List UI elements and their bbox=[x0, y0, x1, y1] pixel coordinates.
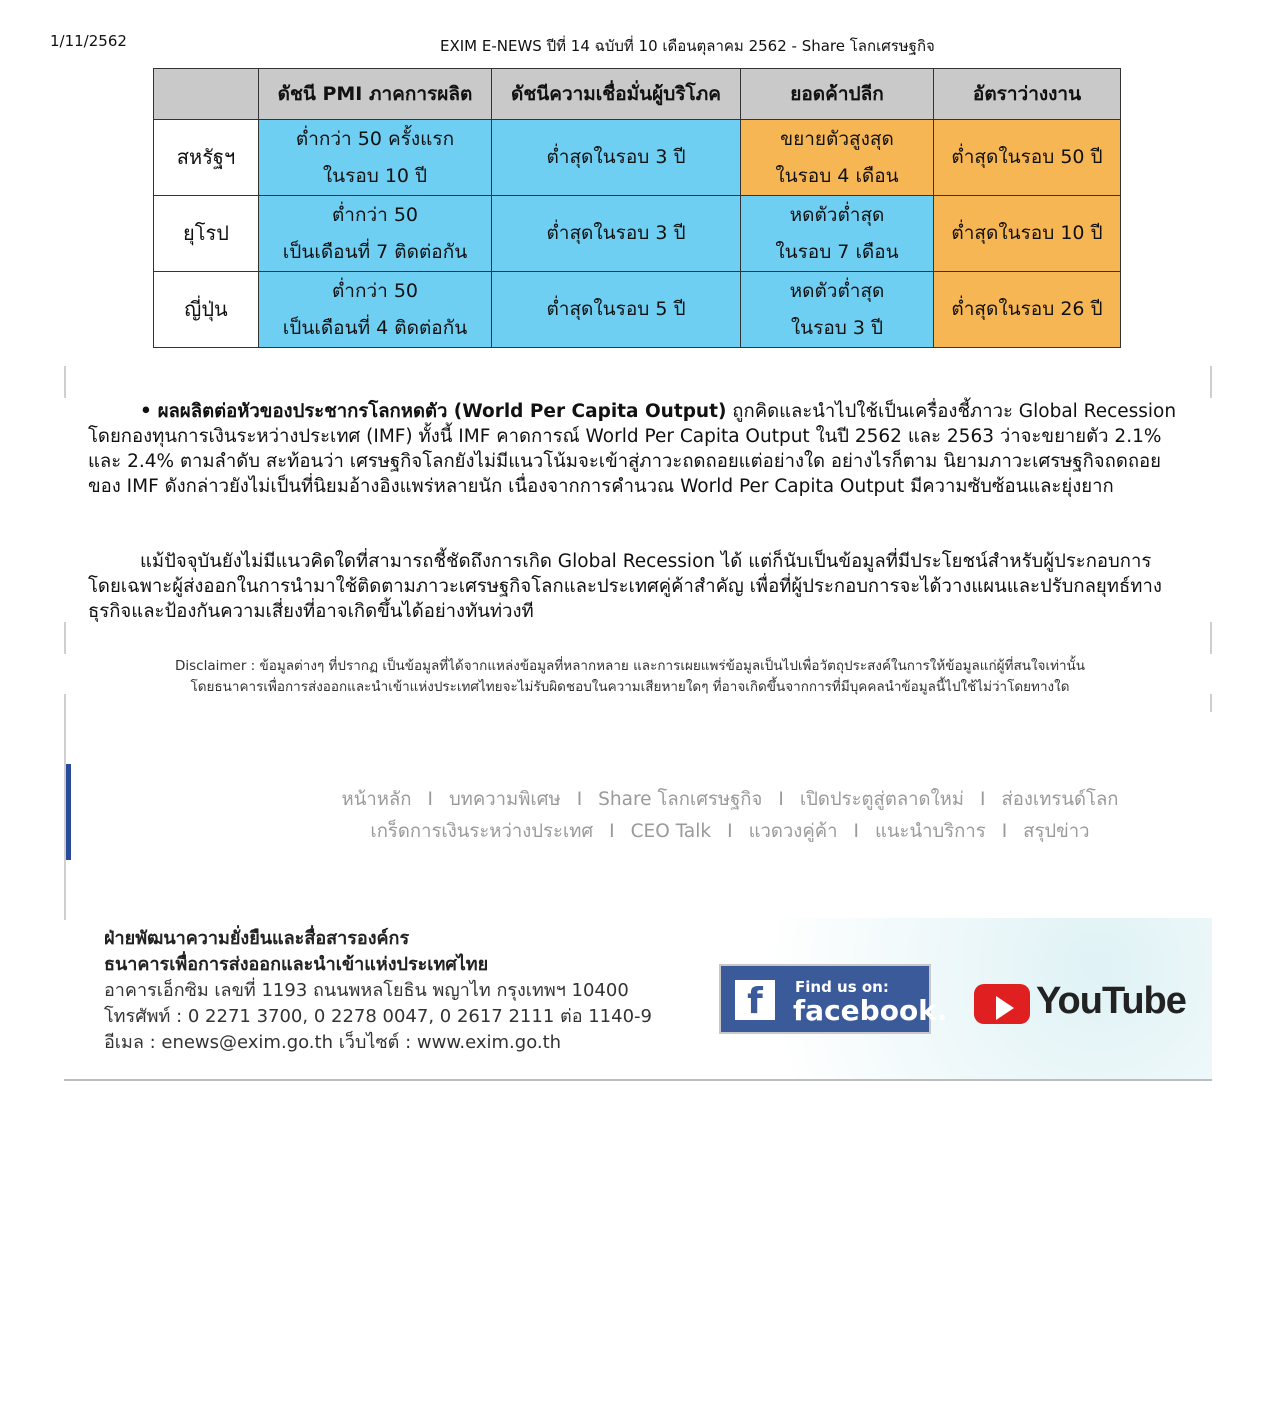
pmi-cell: ต่ำกว่า 50 เป็นเดือนที่ 4 ติดต่อกัน bbox=[259, 272, 492, 348]
retail-cell: หดตัวต่ำสุด ในรอบ 7 เดือน bbox=[741, 196, 934, 272]
confidence-cell: ต่ำสุดในรอบ 3 ปี bbox=[492, 196, 741, 272]
table-header-cell: ดัชนี PMI ภาคการผลิต bbox=[259, 69, 492, 120]
page-title: EXIM E-NEWS ปีที่ 14 ฉบับที่ 10 เดือนตุลาคม 2562 - Share โลกเศรษฐกิจ bbox=[440, 37, 935, 55]
email-website[interactable]: อีเมล : enews@exim.go.th เว็บไซต์ : www.exim.go.th bbox=[104, 1032, 562, 1053]
frame-line bbox=[1210, 622, 1212, 654]
nav-link-partners[interactable]: แวดวงคู่ค้า bbox=[748, 821, 838, 842]
region-cell: ยุโรป bbox=[154, 196, 259, 272]
table-header-cell bbox=[154, 69, 259, 120]
paragraph-body: ถูกคิดและนำไปใช้เป็นเครื่องชี้ภาวะ Global Recession โดยกองทุนการเงินระหว่างประเทศ (IMF) ทั้งนี้ IMF คาดการณ์ World Per Capita Output ในปี 2562 และ 2563 ว่าจะขยายตัว 2.1% และ 2.4% ตามลำดับ สะท้อนว่า เศรษฐกิจโลกยังไม่มีแนวโน้มจะเข้าสู่ภาวะถดถอยแต่อย่างใด อย่างไรก็ตาม นิยามภาวะเศรษฐกิจถดถอยของ IMF ดังกล่าวยังไม่เป็นที่นิยมอ้างอิงแพร่หลายนัก เนื่องจากการคำนวณ World Per Capita Output มีความซับซ้อนและยุ่งยาก bbox=[88, 401, 1177, 497]
accent-bar bbox=[66, 764, 71, 860]
table-header-cell: ยอดค้าปลีก bbox=[741, 69, 934, 120]
region-cell: สหรัฐฯ bbox=[154, 120, 259, 196]
table-row bbox=[154, 196, 1121, 272]
facebook-icon: f bbox=[735, 980, 775, 1020]
table-header-cell: อัตราว่างงาน bbox=[934, 69, 1121, 120]
nav-link-share-world-economy[interactable]: Share โลกเศรษฐกิจ bbox=[598, 789, 763, 810]
confidence-cell: ต่ำสุดในรอบ 5 ปี bbox=[492, 272, 741, 348]
retail-cell: ขยายตัวสูงสุด ในรอบ 4 เดือน bbox=[741, 120, 934, 196]
disclaimer: Disclaimer : ข้อมูลต่างๆ ที่ปรากฏ เป็นข้อมูลที่ได้จากแหล่งข้อมูลที่หลากหลาย และการเผยแพร่ข้อมูลเป็นไปเพื่อวัตถุประสงค์ในการให้ข้อมูลแก่ผู้ที่สนใจเท่านั้น โดยธนาคารเพื่อการส่งออกและนำเข้าแห่งประเทศไทยจะไม่รับผิดชอบในความเสียหายใดๆ ที่อาจเกิดขึ้นจากการที่มีบุคคลนำข้อมูลนี้ไปใช้ไม่ว่าโดยทางใด bbox=[174, 658, 1086, 695]
footer-nav-row-2: เกร็ดการเงินระหว่างประเทศ I CEO Talk I แวดวงคู่ค้า I แนะนำบริการ I สรุปข่าว bbox=[370, 821, 1090, 842]
unemployment-cell: ต่ำสุดในรอบ 50 ปี bbox=[934, 120, 1121, 196]
footer-border bbox=[64, 1079, 1212, 1081]
unemployment-cell: ต่ำสุดในรอบ 10 ปี bbox=[934, 196, 1121, 272]
table-header-row bbox=[154, 69, 1121, 120]
nav-link-special-articles[interactable]: บทความพิเศษ bbox=[448, 789, 561, 810]
unemployment-cell: ต่ำสุดในรอบ 26 ปี bbox=[934, 272, 1121, 348]
paragraph-conclusion: แม้ปัจจุบันยังไม่มีแนวคิดใดที่สามารถชี้ชัดถึงการเกิด Global Recession ได้ แต่ก็นับเป็นข้อมูลที่มีประโยชน์สำหรับผู้ประกอบการ โดยเฉพาะผู้ส่งออกในการนำมาใช้ติดตามภาวะเศรษฐกิจโลกและประเทศคู่ค้าสำคัญ เพื่อที่ผู้ประกอบการจะได้วางแผนและปรับกลยุทธ์ทางธุรกิจและป้องกันความเสี่ยงที่อาจเกิดขึ้นได้อย่างทันท่วงที bbox=[88, 551, 1162, 622]
frame-line bbox=[64, 366, 66, 398]
frame-line bbox=[1210, 366, 1212, 398]
bank-name: ธนาคารเพื่อการส่งออกและนำเข้าแห่งประเทศไทย bbox=[104, 954, 489, 975]
department-name: ฝ่ายพัฒนาความยั่งยืนและสื่อสารองค์กร bbox=[104, 928, 410, 949]
table-row bbox=[154, 120, 1121, 196]
pmi-cell: ต่ำกว่า 50 เป็นเดือนที่ 7 ติดต่อกัน bbox=[259, 196, 492, 272]
contact-info bbox=[104, 926, 652, 1056]
region-cell: ญี่ปุ่น bbox=[154, 272, 259, 348]
phone: โทรศัพท์ : 0 2271 3700, 0 2278 0047, 0 2617 2111 ต่อ 1140-9 bbox=[104, 1006, 652, 1027]
retail-cell: หดตัวต่ำสุด ในรอบ 3 ปี bbox=[741, 272, 934, 348]
nav-link-ceo-talk[interactable]: CEO Talk bbox=[630, 821, 712, 842]
paragraph-heading: ผลผลิตต่อหัวของประชากรโลกหดตัว (World Per Capita Output) bbox=[157, 401, 727, 422]
nav-link-services[interactable]: แนะนำบริการ bbox=[874, 821, 986, 842]
print-date: 1/11/2562 bbox=[50, 32, 127, 50]
frame-line bbox=[64, 622, 66, 654]
frame-line bbox=[1210, 694, 1212, 712]
economic-indicator-table bbox=[153, 68, 1121, 348]
nav-link-new-markets[interactable]: เปิดประตูสู่ตลาดใหม่ bbox=[799, 789, 964, 810]
nav-link-news-summary[interactable]: สรุปข่าว bbox=[1023, 821, 1090, 842]
nav-link-finance-tips[interactable]: เกร็ดการเงินระหว่างประเทศ bbox=[370, 821, 594, 842]
nav-link-home[interactable]: หน้าหลัก bbox=[341, 789, 412, 810]
table-row bbox=[154, 272, 1121, 348]
paragraph-world-per-capita-output: • ผลผลิตต่อหัวของประชากรโลกหดตัว (World Per Capita Output) ถูกคิดและนำไปใช้เป็นเครื่องชี้ภาวะ Global Recession โดยกองทุนการเงินระหว่างประเทศ (IMF) ทั้งนี้ IMF คาดการณ์ World Per Capita Output ในปี 2562 และ 2563 ว่าจะขยายตัว 2.1% และ 2.4% ตามลำดับ สะท้อนว่า เศรษฐกิจโลกยังไม่มีแนวโน้มจะเข้าสู่ภาวะถดถอยแต่อย่างใด อย่างไรก็ตาม นิยามภาวะเศรษฐกิจถดถอยของ IMF ดังกล่าวยังไม่เป็นที่นิยมอ้างอิงแพร่หลายนัก เนื่องจากการคำนวณ World Per Capita Output มีความซับซ้อนและยุ่งยาก bbox=[88, 401, 1177, 497]
confidence-cell: ต่ำสุดในรอบ 3 ปี bbox=[492, 120, 741, 196]
youtube-play-icon bbox=[974, 984, 1030, 1024]
facebook-button[interactable]: f Find us on: facebook. bbox=[719, 964, 931, 1034]
pmi-cell: ต่ำกว่า 50 ครั้งแรก ในรอบ 10 ปี bbox=[259, 120, 492, 196]
nav-link-world-trends[interactable]: ส่องเทรนด์โลก bbox=[1001, 789, 1119, 810]
address: อาคารเอ็กซิม เลขที่ 1193 ถนนพหลโยธิน พญาไท กรุงเทพฯ 10400 bbox=[104, 980, 629, 1001]
footer-nav-row-1: หน้าหลัก I บทความพิเศษ I Share โลกเศรษฐกิจ I เปิดประตูสู่ตลาดใหม่ I ส่องเทรนด์โลก bbox=[341, 789, 1119, 810]
table-header-cell: ดัชนีความเชื่อมั่นผู้บริโภค bbox=[492, 69, 741, 120]
